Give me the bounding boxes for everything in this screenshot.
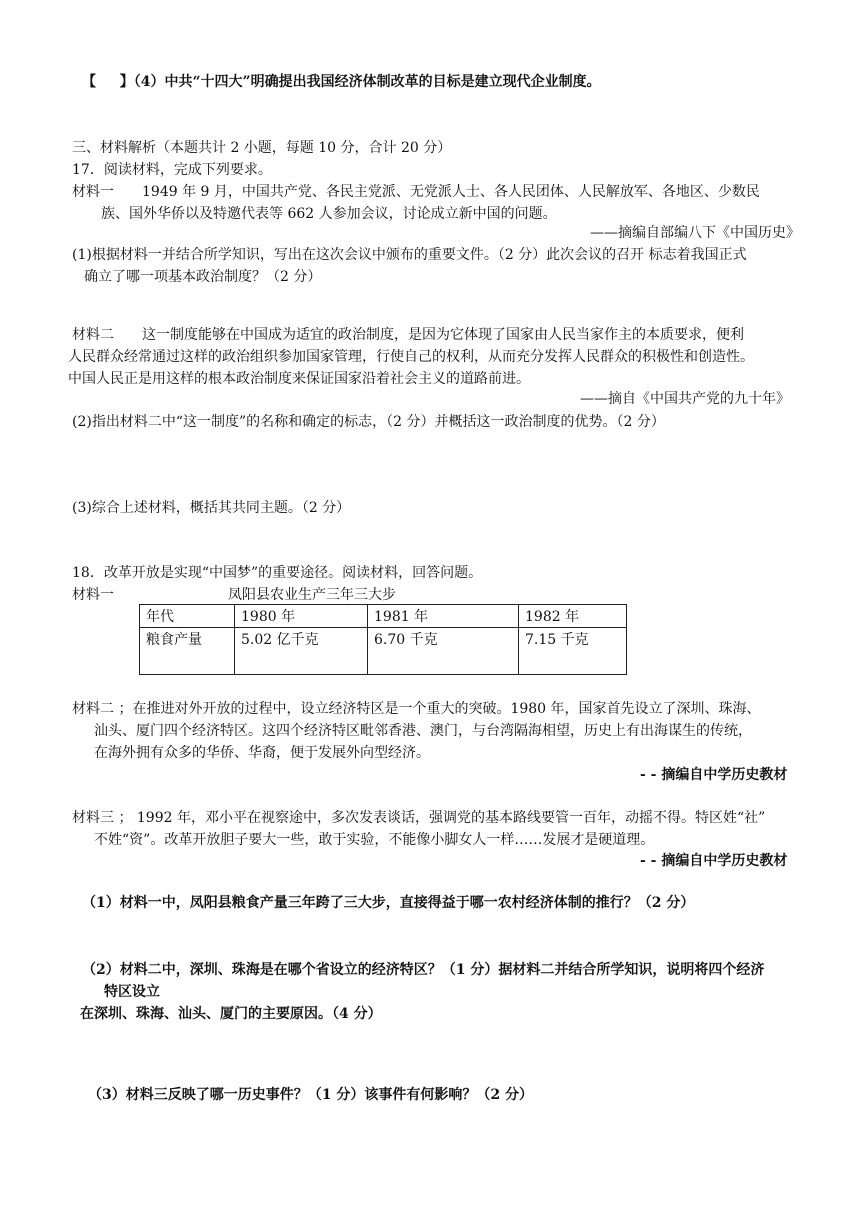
table-cell: 5.02 亿千克 xyxy=(235,628,368,675)
answer-bracket-open[interactable]: 【 xyxy=(82,74,96,90)
q17-question2: (2)指出材料二中“这一制度”的名称和确定的标志，（2 分）并概括这一政治制度的优势。（2 分） xyxy=(72,414,665,430)
q17-material2-line2: 人民群众经常通过这样的政治组织参加国家管理，行使自己的权利，从而充分发挥人民群众的积极性和创造性。 xyxy=(68,349,754,365)
q17-question3: (3)综合上述材料，概括其共同主题。（2 分） xyxy=(72,500,351,516)
q16-item4-text: （4）中共“十四大”明确提出我国经济体制改革的目标是建立现代企业制度。 xyxy=(133,74,601,90)
q18-question1: （1）材料一中，凤阳县粮食产量三年跨了三大步，直接得益于哪一农村经济体制的推行？（2 分） xyxy=(82,895,695,911)
q18-material2-line2: 汕头、厦门四个经济特区。这四个经济特区毗邻香港、澳门，与台湾隔海相望，历史上有出海谋生的传统， xyxy=(94,723,752,739)
q18-question2-line1: （2）材料二中，深圳、珠海是在哪个省设立的经济特区？（1 分）据材料二并结合所学知识，说明将四个经济 xyxy=(82,962,765,978)
table-cell: 粮食产量 xyxy=(140,628,235,675)
q17-material1-line2: 族、国外华侨以及特邀代表等 662 人参加会议，讨论成立新中国的问题。 xyxy=(101,206,557,222)
section3-title: 三、材料解析（本题共计 2 小题，每题 10 分，合计 20 分） xyxy=(72,140,452,156)
q17-material2-line3: 中国人民正是用这样的根本政治制度来保证国家沿着社会主义的道路前进。 xyxy=(68,371,530,387)
table-header-cell: 1981 年 xyxy=(368,605,519,628)
table-header-cell: 1980 年 xyxy=(235,605,368,628)
grain-production-table xyxy=(139,604,627,675)
q17-material2-line1: 材料二 这一制度能够在中国成为适宜的政治制度，是因为它体现了国家由人民当家作主的本质要求，便利 xyxy=(72,327,744,343)
table-header-cell: 1982 年 xyxy=(519,605,627,628)
table-row xyxy=(140,628,627,675)
table-header-cell: 年代 xyxy=(140,605,235,628)
q17-question1-line2: 确立了哪一项基本政治制度？（2 分） xyxy=(84,269,322,285)
table-cell: 7.15 千克 xyxy=(519,628,627,675)
q18-question2-line2: 特区设立 xyxy=(104,984,160,1000)
q17-material1-line1: 材料一 1949 年 9 月，中国共产党、各民主党派、无党派人士、各人民团体、人民解放军、各地区、少数民 xyxy=(72,184,760,200)
q18-material2-line3: 在海外拥有众多的华侨、华裔，便于发展外向型经济。 xyxy=(94,745,430,761)
q17-intro: 17．阅读材料，完成下列要求。 xyxy=(72,162,272,178)
q16-item4-line xyxy=(82,72,601,92)
q18-question3: （3）材料三反映了哪一历史事件？（1 分）该事件有何影响？（2 分） xyxy=(88,1087,533,1103)
q18-material3-line1: 材料三 ； 1992 年，邓小平在视察途中，多次发表谈话，强调党的基本路线要管一百年，动摇不得。特区姓“社” xyxy=(72,810,766,826)
q17-question1-line1: (1)根据材料一并结合所学知识，写出在这次会议中颁布的重要文件。（2 分）此次会议的召开 标志着我国正式 xyxy=(72,247,747,263)
q18-material3-line2: 不姓“资”。改革开放胆子要大一些，敢于实验，不能像小脚女人一样……发展才是硬道理。 xyxy=(94,832,655,848)
q18-material2-line1: 材料二 ；在推进对外开放的过程中，设立经济特区是一个重大的突破。1980 年，国家首先设立了深圳、珠海、 xyxy=(72,701,761,717)
q17-material1-source: ——摘编自部编八下《中国历史》 xyxy=(590,225,800,241)
table-header-row xyxy=(140,605,627,628)
q18-table-title: 凤阳县农业生产三年三大步 xyxy=(228,587,396,603)
table-cell: 6.70 千克 xyxy=(368,628,519,675)
q18-material3-source: - - 摘编自中学历史教材 xyxy=(640,853,788,869)
q18-intro: 18．改革开放是实现“中国梦”的重要途径。阅读材料，回答问题。 xyxy=(72,565,483,581)
q17-material2-source: ——摘自《中国共产党的九十年》 xyxy=(580,391,790,407)
answer-bracket-close: 】 xyxy=(119,74,134,90)
q18-material1-label: 材料一 xyxy=(72,587,114,603)
q18-question2-line3: 在深圳、珠海、汕头、厦门的主要原因。（4 分） xyxy=(80,1006,382,1022)
q18-material2-source: - - 摘编自中学历史教材 xyxy=(640,767,788,783)
